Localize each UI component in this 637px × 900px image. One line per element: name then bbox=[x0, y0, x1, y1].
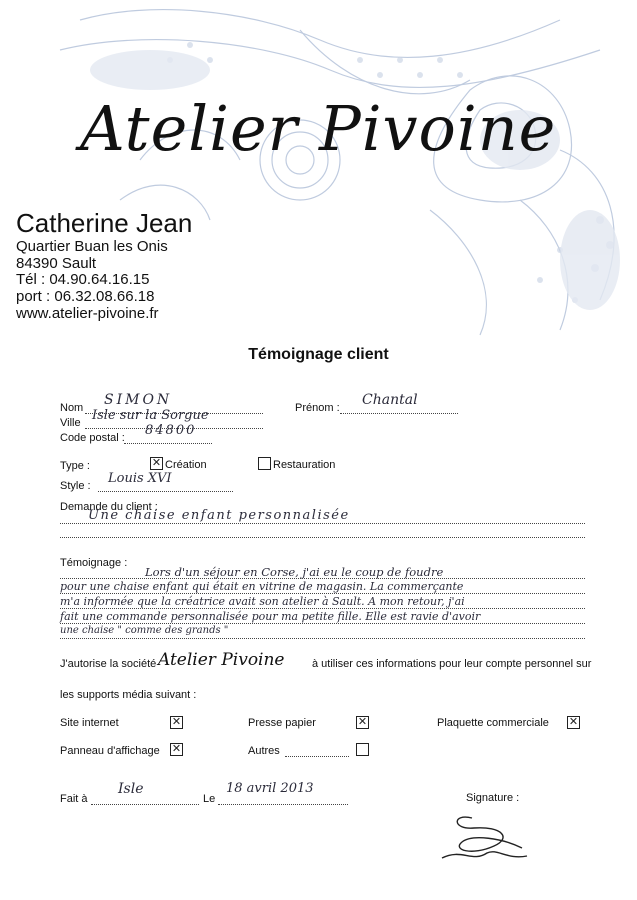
media-panneau-label: Panneau d'affichage bbox=[60, 745, 160, 757]
signature-image bbox=[432, 808, 542, 868]
nom-label: Nom bbox=[60, 402, 84, 414]
fait-a-value: Isle bbox=[118, 781, 144, 797]
type-restauration-checkbox[interactable] bbox=[258, 457, 271, 470]
media-autres-label: Autres bbox=[248, 745, 280, 757]
temoignage-rule-3[interactable] bbox=[60, 608, 585, 609]
authorization-prefix: J'autorise la société bbox=[60, 658, 157, 670]
style-label: Style : bbox=[60, 480, 91, 492]
authorization-suffix: à utiliser ces informations pour leur compte personnel sur bbox=[312, 658, 592, 670]
contact-website[interactable]: www.atelier-pivoine.fr bbox=[16, 305, 159, 322]
contact-phone: Tél : 04.90.64.16.15 bbox=[16, 271, 150, 288]
form-title: Témoignage client bbox=[248, 346, 389, 363]
media-site-internet-checkbox[interactable]: ✕ bbox=[171, 716, 182, 728]
prenom-label: Prénom : bbox=[295, 402, 340, 414]
code-postal-label: Code postal : bbox=[60, 432, 125, 444]
authorization-line2: les supports média suivant : bbox=[60, 689, 197, 701]
media-plaquette-label: Plaquette commerciale bbox=[437, 717, 549, 729]
media-panneau-checkbox[interactable]: ✕ bbox=[171, 743, 182, 755]
demande-line-2[interactable] bbox=[60, 537, 585, 538]
logo-text: Atelier Pivoine bbox=[80, 92, 557, 165]
media-presse-papier-checkbox[interactable]: ✕ bbox=[357, 716, 368, 728]
le-value: 18 avril 2013 bbox=[226, 781, 314, 796]
temoignage-line: m'a informée que la créatrice avait son atelier à Sault. A mon retour, j'ai bbox=[60, 595, 465, 608]
type-creation-checkbox[interactable]: ✕ bbox=[151, 457, 162, 469]
fait-a-label: Fait à bbox=[60, 793, 88, 805]
type-creation-label: Création bbox=[165, 459, 207, 471]
demande-line-1[interactable] bbox=[60, 523, 585, 524]
temoignage-rule-5[interactable] bbox=[60, 638, 585, 639]
style-value: Louis XVI bbox=[108, 471, 172, 486]
prenom-value: Chantal bbox=[362, 392, 418, 408]
temoignage-rule-4[interactable] bbox=[60, 623, 585, 624]
temoignage-line: une chaise " comme des grands " bbox=[60, 625, 229, 636]
demande-label: Demande du client : bbox=[60, 501, 158, 513]
media-autres-checkbox[interactable] bbox=[356, 743, 369, 756]
demande-value: Une chaise enfant personnalisée bbox=[88, 508, 350, 523]
fait-a-field[interactable] bbox=[91, 792, 199, 805]
temoignage-line: pour une chaise enfant qui était en vitrine de magasin. La commerçante bbox=[60, 580, 464, 593]
ville-value: Isle sur la Sorgue bbox=[92, 408, 209, 423]
media-plaquette-checkbox[interactable]: ✕ bbox=[568, 716, 579, 728]
temoignage-label: Témoignage : bbox=[60, 557, 128, 569]
contact-city: 84390 Sault bbox=[16, 255, 97, 272]
type-label: Type : bbox=[60, 460, 90, 472]
le-label: Le bbox=[203, 793, 216, 805]
temoignage-rule-2[interactable] bbox=[60, 593, 585, 594]
media-autres-field[interactable] bbox=[285, 744, 349, 757]
contact-name: Catherine Jean bbox=[16, 208, 193, 238]
media-presse-papier-label: Presse papier bbox=[248, 717, 316, 729]
signature-label: Signature : bbox=[466, 792, 520, 804]
contact-mobile: port : 06.32.08.66.18 bbox=[16, 288, 155, 305]
media-site-internet-label: Site internet bbox=[60, 717, 119, 729]
authorization-company: Atelier Pivoine bbox=[158, 650, 285, 670]
temoignage-line: fait une commande personnalisée pour ma petite fille. Elle est ravie d'avoir bbox=[60, 610, 481, 623]
type-restauration-label: Restauration bbox=[273, 459, 336, 471]
contact-address: Quartier Buan les Onis bbox=[16, 238, 168, 255]
code-postal-value: 84800 bbox=[145, 423, 197, 438]
temoignage-line: Lors d'un séjour en Corse, j'ai eu le coup de foudre bbox=[145, 565, 444, 579]
nom-value: SIMON bbox=[104, 392, 173, 408]
ville-label: Ville bbox=[60, 417, 81, 429]
